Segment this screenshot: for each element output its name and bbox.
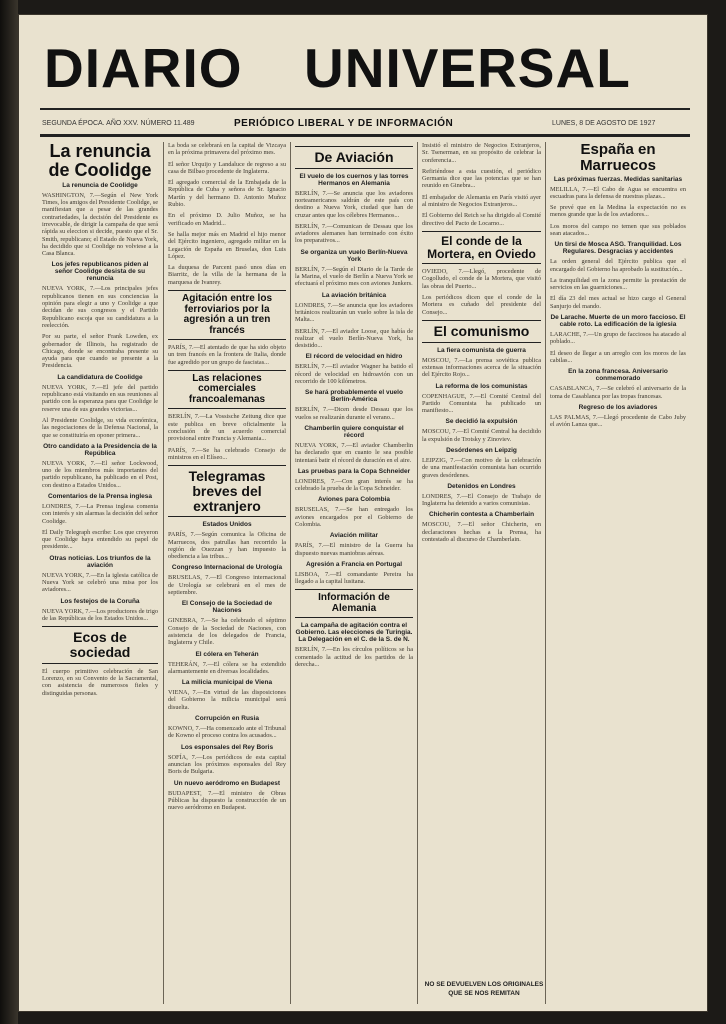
subheading: El récord de velocidad en hidro (305, 353, 403, 361)
edition-info: SEGUNDA ÉPOCA. AÑO XXV. NÚMERO 11.489 (42, 120, 195, 127)
newspaper-page (18, 14, 708, 1012)
subheading: Se organiza un vuelo Berlín-Nueva York (300, 248, 408, 263)
article-text: BERLÍN, 7.—Se anuncia que los aviadores norteamericanos saldrán de este país con destino a Nueva York, ciudad que han de cruzar antes que los célebres Hermanos... (295, 189, 413, 219)
subheading: Se hará probablemente el vuelo Berlín-América (305, 389, 403, 404)
subheading: En la zona francesa. Aniversario conmemorado (568, 368, 668, 383)
article-text: GINEBRA, 7.—Se ha celebrado el séptimo Consejo de la Sociedad de Naciones, con asistencia de los delegados de Francia, Inglaterra y Chile. (168, 617, 286, 647)
headline-aviacion: De Aviación (314, 149, 394, 165)
article-text: LEIPZIG, 7.—Con motivo de la celebración de una manifestación comunista han ocurrido graves desórdenes. (422, 457, 541, 479)
column-1 (42, 142, 158, 1004)
article-text: OVIEDO, 7.—Llegó, procedente de Cogolludo, el conde de la Mortera, que visitó las obras del Puerto... (422, 268, 541, 290)
masthead-word-2: UNIVERSAL (304, 37, 631, 99)
article-text: Por su parte, el señor Frank Lowden, ex gobernador de Illinois, ha registrado de Chicago, donde se encontraba presente su ayuda para que cuando se presente a la Presidencia. (42, 333, 158, 370)
article-text: LONDRES, 7.—Se anuncia que los aviadores británicos realizarán un vuelo sobre la isla de Malta... (295, 301, 413, 324)
column-5 (550, 142, 686, 1004)
masthead (40, 32, 690, 104)
article-text: Insistió el ministro de Negocios Extranjeros, Sr. Tsenerman, en su propósito de celebrar la conferencia... (422, 142, 541, 164)
subheading: Un tirsi de Mosca ASG. Tranquilidad. Los Regulares. Desgracias y accidentes (554, 241, 682, 256)
article-text: BERLÍN, 7.—El aviador Loose, que había de realizar el vuelo Berlín-Nueva York, ha desistido... (295, 327, 413, 350)
headline-ecos-sociedad: Ecos de sociedad (69, 629, 131, 660)
headline-conde-mortera: El conde de la Mortera, en Oviedo (427, 233, 536, 261)
article-text: BUDAPEST, 7.—El ministro de Obras Públicas ha dispuesto la construcción de un nuevo aeródromo en Budapest. (168, 789, 286, 812)
masthead-word-1: DIARIO (44, 37, 243, 99)
article-text: SOFÍA, 7.—Los periódicos de esta capital anuncian los próximos esponsales del Rey Boris de Bulgaria. (168, 753, 286, 776)
subheading: Otro candidato a la Presidencia de la República (43, 442, 157, 457)
article-text: El señor Urquijo y Landaluce de regreso a su casa de Bilbao procedente de Inglaterra. (168, 160, 286, 175)
article-text: BERLÍN, 7.—El aviador Wagner ha batido el récord de velocidad en hidroavión con un recorrido de 100 kilómetros. (295, 363, 413, 386)
subheading: Agresión a Francia en Portugal (305, 560, 403, 568)
subheading: El cólera en Teherán (195, 650, 259, 658)
subheading: La aviación británica (321, 291, 387, 299)
originals-notice: NO SE DEVUELVEN LOS ORIGINALES QUE SE NOS REMITAN (424, 981, 544, 997)
article-text: LONDRES, 7.—Con gran interés se ha celebrado la prueba de la Copa Schneider. (295, 477, 413, 493)
article-text: PARÍS, 7.—El ministro de la Guerra ha dispuesto nuevas maniobras aéreas. (295, 542, 413, 557)
article-text: Refiriéndose a esta cuestión, el periódico Germania dice que las potencias que se han reunido en Ginebra... (422, 167, 541, 190)
article-text: La orden general del Ejército publica que el encargado del Gobierno ha aprobado la sustitución... (550, 258, 686, 273)
subheading: Detenidos en Londres (447, 482, 516, 490)
column-rule (545, 142, 546, 1004)
article-text: El día 23 del mes actual se hizo cargo el General Sanjurjo del mando. (550, 295, 686, 310)
subheading: Aviación militar (329, 532, 379, 540)
subheading: Desórdenes en Leipzig (446, 447, 517, 454)
article-text: NUEVA YORK, 7.—Los productores de trigo de las Repúblicas de los Estados Unidos... (42, 607, 158, 622)
article-text: Al Presidente Coolidge, su vida económica, las negociaciones de la Defensa Nacional, la que se constituiría en oponer primera... (42, 416, 158, 439)
column-2 (168, 142, 286, 1004)
article-text: La boda se celebrará en la capital de Vizcaya en la próxima primavera del próximo mes. (168, 142, 286, 157)
article-text: Se prevé que en la Medina la expectación no es menos grande que la de los aviadores... (550, 204, 686, 219)
article-text: KOWNO, 7.—Ha comenzado ante el Tribunal de Kowno el proceso contra los acusados... (168, 725, 286, 740)
article-text: WASHINGTON, 7.—Según el New York Times, los amigos del Presidente Coolidge, se manifiestan que a pesar de las grandes contrariedades, la decisión del Presidente es irrevocable, de dirigir la campaña de que será rápida su eleccion si decide, puesto que el Sr. Smith, republicano; el Estado de Nueva York, ha decidido que si Coolidge no volviese a la Casa Blanca. (42, 191, 158, 258)
article-text: BERLÍN, 7.—En los círculos políticos se ha comentado la actitud de los partidos de la derecha... (295, 646, 413, 669)
article-text: NUEVA YORK, 7.—En la iglesia católica de Nueva York se celebró una misa por los aviadores... (42, 571, 158, 594)
article-text: BERLÍN, 7.—La Vossische Zeitung dice que este publica en breve oficialmente la conclusión de un acuerdo comercial provisional entre Francia y Alemania... (168, 413, 286, 443)
headline-alemania: Información de Alemania (318, 592, 390, 614)
subheading: Los jefes republicanos piden al señor Coolidge desista de su renuncia (51, 261, 149, 283)
subheading: Se decidió la expulsión (445, 418, 518, 426)
article-text: Los moros del campo no temen que sus poblados sean atacados... (550, 222, 686, 237)
headline-espana-marruecos: España en Marruecos (580, 142, 656, 174)
article-text: El Gobierno del Reich se ha dirigido al Comité directivo del Pacto de Locarno... (422, 212, 541, 227)
book-spine (0, 0, 18, 1024)
column-rule (163, 142, 164, 1004)
article-text: La duquesa de Parcent pasó unos días en Biarritz, de la villa de la hermana de la marquesa de Ivanrey. (168, 264, 286, 286)
article-text: Se halla mejor más en Madrid el hijo menor del Ejército ingeniero, agregado militar en la Legación de España en Bruselas, don Luis López. (168, 230, 286, 260)
article-text: LISBOA, 7.—El comandante Pereira ha llegado a la capital lusitana. (295, 570, 413, 586)
article-text: NUEVA YORK, 7.—Los principales jefes republicanos tienen en sus conciencias la opinión para elegir a uno y Coolidge a que decidan de sus congresos y el Partido Republicano escoja que su candidatura a la reelección. (42, 285, 158, 329)
article-text: MOSCOU, 7.—La prensa soviética publica extensas informaciones acerca de la situación del Ejército Rojo... (422, 356, 541, 379)
headline-telegramas: Telegramas breves del extranjero (188, 468, 266, 514)
article-text: La tranquilidad en la zona permite la prestación de servicios en las guarniciones... (550, 276, 686, 292)
article-text: PARÍS, 7.—Según comunica la Oficina de Marruecos, dos patrullas han recorrido la región de Ouezzan y han impuesto la obediencia a las tribus... (168, 531, 286, 561)
article-text: BERLÍN, 7.—Según el Diario de la Tarde de la Marina, el vuelo de Berlín a Nueva York se efectuará el próximo mes con aviones Junkers. (295, 265, 413, 288)
subheading: Las próximas fuerzas. Medidas sanitarias (553, 175, 683, 183)
article-text: Los periódicos dicen que el conde de la Mortera es cuñado del presidente del Consejo... (422, 294, 541, 316)
subheading: Las pruebas para la Copa Schneider (297, 467, 411, 475)
article-text: NUEVA YORK, 7.—El señor Lockwood, uno de los miembros más importantes del partido republicano, ha publicado en el Post, con destino a Estados Unidos... (42, 459, 158, 489)
article-text: El agregado comercial de la Embajada de la República de Cuba y señora de Sr. Ignacio Martín y del hermano D. Antonio Muñoz Rubio. (168, 179, 286, 209)
article-text: LARACHE, 7.—Un grupo de facciosos ha atacado al poblado... (550, 331, 686, 346)
subheading: La fiera comunista de guerra (437, 346, 526, 354)
article-text: PARÍS, 7.—El atentado de que ha sido objeto un tren francés en la frontera de Italia, donde fue agredido por un grupo de fascistas... (168, 344, 286, 366)
subheading: La candidatura de Coolidge (57, 373, 143, 381)
article-text: BERLÍN, 7.—Comunican de Dessau que los aviadores alemanes han terminado con éxito los preparativos... (295, 222, 413, 245)
article-text: El cuerpo primitivo celebración de San Lorenzo, en su Convento de la Sacramental, con asistencia de numerosos fieles y distinguidas personas. (42, 667, 158, 697)
subheading: Aviones para Colombia (318, 496, 390, 504)
article-text: El embajador de Alemania en París visitó ayer al ministro de Negocios Extranjeros... (422, 193, 541, 209)
article-text: NUEVA YORK, 7.—El aviador Chamberlin ha declarado que en cuanto le sea posible intentará batir el récord de duración en el aire. (295, 441, 413, 464)
article-text: MELILLA, 7.—El Cabo de Agua se encuentra en escuadras para la defensa de nuestras plazas... (550, 185, 686, 200)
subheading: Los esponsales del Rey Boris (180, 743, 274, 751)
subheading: De Larache. Muerte de un moro faccioso. El cable roto. La edificación de la iglesia (550, 314, 686, 329)
article-text: BRUSELAS, 7.—El Congreso internacional de Urología se celebrará en el mes de septiembre. (168, 574, 286, 597)
article-text: El deseo de llegar a un arreglo con los moros de las cabilas... (550, 349, 686, 364)
article-text: TEHERÁN, 7.—El cólera se ha extendido alarmantemente en diversas localidades. (168, 660, 286, 675)
article-text: LAS PALMAS, 7.—Llegó procedente de Cabo Juby el avión Lanza que... (550, 413, 686, 429)
subheading: El Consejo de la Sociedad de Naciones (181, 600, 273, 615)
headline-coolidge: La renuncia de Coolidge (48, 142, 152, 180)
subheading: La renuncia de Coolidge (62, 181, 138, 189)
article-text: NUEVA YORK, 7.—El jefe del partido republicano está visitando en sus reuniones al partido con la esperanza para que Coolidge le reserve una de sus grandes victorias... (42, 383, 158, 413)
column-rule (417, 142, 418, 1004)
headline-ferroviarios: Agitación entre los ferroviarios por la agresión a un tren francés (181, 293, 272, 336)
subheading: Chicherin contesta a Chamberlain (428, 511, 535, 519)
article-text: BRUSELAS, 7.—Se han entregado los aviones encargados por el Gobierno de Colombia. (295, 506, 413, 528)
article-text: En el próximo D. Julio Muñoz, se ha verificado en Madrid... (168, 212, 286, 227)
subheading: Otras noticias. Los triunfos de la aviación (49, 554, 151, 569)
article-text: LONDRES, 7.—La Prensa inglesa comenta con interés y sin alarmas la decisión del señor Coolidge. (42, 502, 158, 525)
subheading: Corrupción en Rusia (195, 715, 259, 723)
article-text: PARÍS, 7.—Se ha celebrado Consejo de ministros en el Elíseo... (168, 446, 286, 461)
article-text: VIENA, 7.—En virtud de las disposiciones del Gobierno la milicia municipal será disuelta. (168, 689, 286, 711)
article-text: MOSCOU, 7.—El Comité Central ha decidido la expulsión de Trotsky y Zinoviev. (422, 428, 541, 443)
subheading: La reforma de los comunistas (435, 382, 528, 390)
masthead-rule-bottom (40, 134, 690, 137)
article-text: CASABLANCA, 7.—Se celebró el aniversario de la toma de Casablanca por las tropas francesas. (550, 385, 686, 400)
column-rule (290, 142, 291, 1004)
headline-relaciones-comerciales: Las relaciones comerciales francoalemanas (188, 372, 266, 405)
masthead-rule-top (40, 108, 690, 110)
subheading: Los festejos de la Coruña (60, 597, 140, 605)
subheading: La campaña de agitación contra el Gobierno. Las elecciones de Turingia. La Delegación en el C. de la S. de N. (295, 622, 413, 644)
issue-date: LUNES, 8 DE AGOSTO DE 1927 (552, 120, 656, 127)
article-text: COPENHAGUE, 7.—El Comité Central del Partido Comunista ha publicado un manifiesto... (422, 392, 541, 415)
subheading: Chamberlin quiere conquistar el récord (304, 424, 404, 439)
subheading: La milicia municipal de Viena (181, 679, 273, 687)
article-text: BERLÍN, 7.—Dicen desde Dessau que los vuelos se realizarán durante el verano... (295, 406, 413, 421)
article-text: MOSCOU, 7.—El señor Chicherin, en declaraciones hechas a la Prensa, ha contestado al discurso de Chamberlain. (422, 521, 541, 544)
subheading: Regreso de los aviadores (578, 403, 658, 411)
article-text: LONDRES, 7.—El Consejo de Trabajo de Inglaterra ha detenido a varios comunistas. (422, 492, 541, 508)
tagline: PERIÓDICO LIBERAL Y DE INFORMACIÓN (234, 118, 454, 129)
article-text: El Daily Telegraph escribe: Los que creyeron que Coolidge haya entendido su papel de presidente... (42, 528, 158, 551)
column-4 (422, 142, 541, 978)
subheading: Congreso Internacional de Urología (171, 564, 283, 572)
column-3 (295, 142, 413, 1004)
subheading: El vuelo de los cuernos y las torres Hermanos en Alemania (299, 172, 409, 187)
subheading: Estados Unidos (202, 521, 252, 529)
subheading: Comentarios de la Prensa inglesa (47, 492, 153, 500)
headline-comunismo: El comunismo (433, 322, 530, 339)
subheading: Un nuevo aeródromo en Budapest (173, 779, 281, 787)
